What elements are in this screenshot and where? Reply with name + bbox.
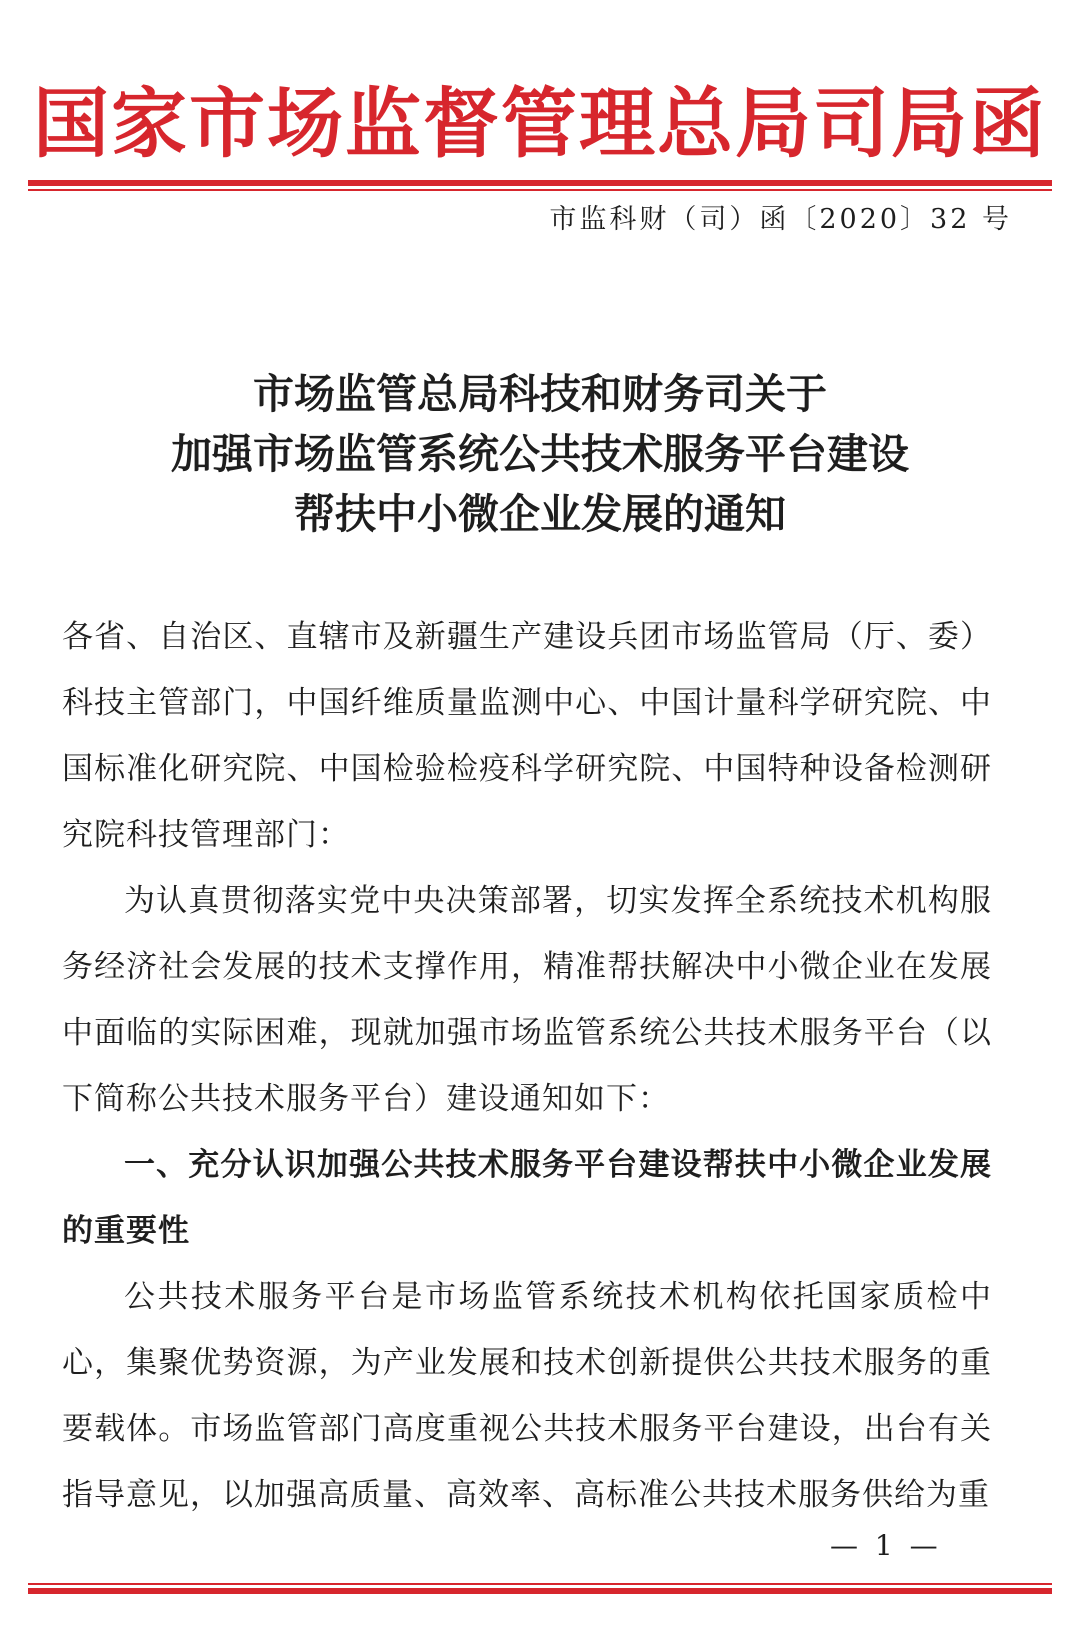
title-line-3: 帮扶中小微企业发展的通知 bbox=[294, 490, 786, 538]
letterhead-rule-thin bbox=[28, 189, 1052, 191]
title-line-2: 加强市场监管系统公共技术服务平台建设 bbox=[171, 430, 909, 478]
page-number: — 1 — bbox=[830, 1529, 942, 1562]
document-title bbox=[60, 364, 1020, 544]
intro-paragraph: 为认真贯彻落实党中央决策部署，切实发挥全系统技术机构服务经济社会发展的技术支撑作用，精准帮扶解决中小微企业在发展中面临的实际困难，现就加强市场监管系统公共技术服务平台（以下简称公共技术服务平台）建设通知如下： bbox=[62, 883, 992, 1117]
section-1-paragraph: 公共技术服务平台是市场监管系统技术机构依托国家质检中心，集聚优势资源，为产业发展和技术创新提供公共技术服务的重要载体。市场监管部门高度重视公共技术服务平台建设，出台有关指导意见，以加强高质量、高效率、高标准公共技术服务供给为重 bbox=[62, 1279, 992, 1513]
addressees-paragraph: 各省、自治区、直辖市及新疆生产建设兵团市场监管局（厅、委）科技主管部门，中国纤维质量监测中心、中国计量科学研究院、中国标准化研究院、中国检验检疫科学研究院、中国特种设备检测研究院科技管理部门： bbox=[62, 619, 992, 853]
document-number: 市监科财（司）函〔2020〕32 号 bbox=[549, 204, 1012, 235]
footer-rule-thin bbox=[28, 1583, 1052, 1585]
section-1-heading: 一、充分认识加强公共技术服务平台建设帮扶中小微企业发展的重要性 bbox=[62, 1147, 992, 1249]
letterhead-rule-thick bbox=[28, 180, 1052, 186]
title-line-1: 市场监管总局科技和财务司关于 bbox=[253, 370, 827, 418]
document-body bbox=[62, 604, 992, 1528]
letterhead-title: 国家市场监督管理总局司局函 bbox=[33, 79, 1047, 168]
footer-rule-thick bbox=[28, 1588, 1052, 1594]
